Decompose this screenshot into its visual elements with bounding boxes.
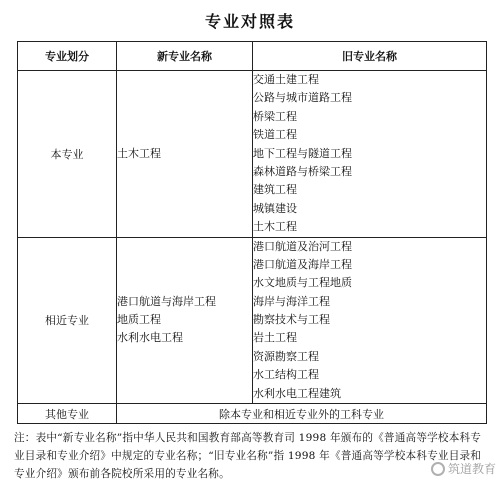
old-major-item: 港口航道及治河工程 bbox=[253, 239, 352, 253]
header-category: 专业划分 bbox=[18, 42, 117, 71]
old-major-item: 水利水电工程建筑 bbox=[253, 386, 341, 400]
old-major-item: 铁道工程 bbox=[253, 128, 297, 142]
new-major-item: 水利水电工程 bbox=[117, 331, 183, 345]
old-major-cell bbox=[253, 237, 487, 404]
table-header-row bbox=[18, 42, 487, 71]
table-row-related bbox=[18, 237, 487, 404]
old-major-cell bbox=[253, 71, 487, 238]
new-major-list bbox=[117, 145, 252, 163]
old-major-item: 桥梁工程 bbox=[253, 109, 297, 123]
old-major-item: 交通土建工程 bbox=[253, 73, 319, 86]
old-major-item: 资源勘察工程 bbox=[253, 349, 319, 363]
old-major-item: 港口航道及海岸工程 bbox=[253, 257, 352, 271]
new-major-item: 地质工程 bbox=[117, 313, 161, 327]
new-major-item: 土木工程 bbox=[117, 146, 161, 160]
old-major-item: 水工结构工程 bbox=[253, 368, 319, 382]
major-comparison-table bbox=[17, 41, 487, 424]
old-major-list bbox=[253, 71, 486, 237]
old-major-item: 地下工程与隧道工程 bbox=[253, 146, 352, 160]
watermark-text: 筑道教育 bbox=[447, 462, 496, 476]
category-cell: 其他专业 bbox=[18, 404, 117, 424]
old-major-item: 勘察技术与工程 bbox=[253, 313, 330, 327]
table-footnote: 注：表中“新专业名称”指中华人民共和国教育部高等教育司 1998 年颁布的《普通高等学校本科专业目录和专业介绍》中规定的专业名称；“旧专业名称”指 1998 年《普通高等学校本科专业目录和专业介绍》颁布前各院校所采用的专业名称。 bbox=[14, 432, 482, 480]
new-major-list bbox=[117, 293, 252, 347]
category-cell: 本专业 bbox=[18, 71, 117, 238]
category-cell: 相近专业 bbox=[18, 237, 117, 404]
old-major-item: 公路与城市道路工程 bbox=[253, 91, 352, 105]
old-major-item: 城镇建设 bbox=[253, 201, 297, 215]
old-major-item: 土木工程 bbox=[253, 220, 297, 234]
old-major-item: 岩土工程 bbox=[253, 331, 297, 345]
other-major-description: 除本专业和相近专业外的工科专业 bbox=[117, 404, 487, 424]
header-new-major: 新专业名称 bbox=[117, 42, 253, 71]
watermark-logo-icon bbox=[431, 462, 445, 476]
table-row-other bbox=[18, 404, 487, 424]
watermark bbox=[431, 460, 496, 477]
new-major-item: 港口航道与海岸工程 bbox=[117, 295, 216, 309]
page-title: 专业对照表 bbox=[204, 12, 295, 31]
old-major-item: 森林道路与桥梁工程 bbox=[253, 164, 352, 178]
new-major-cell bbox=[117, 71, 253, 238]
table-row-core bbox=[18, 71, 487, 238]
old-major-list bbox=[253, 238, 486, 404]
header-old-major: 旧专业名称 bbox=[253, 42, 487, 71]
new-major-cell bbox=[117, 237, 253, 404]
old-major-item: 建筑工程 bbox=[253, 183, 297, 197]
old-major-item: 水文地质与工程地质 bbox=[253, 276, 352, 290]
old-major-item: 海岸与海洋工程 bbox=[253, 294, 330, 308]
